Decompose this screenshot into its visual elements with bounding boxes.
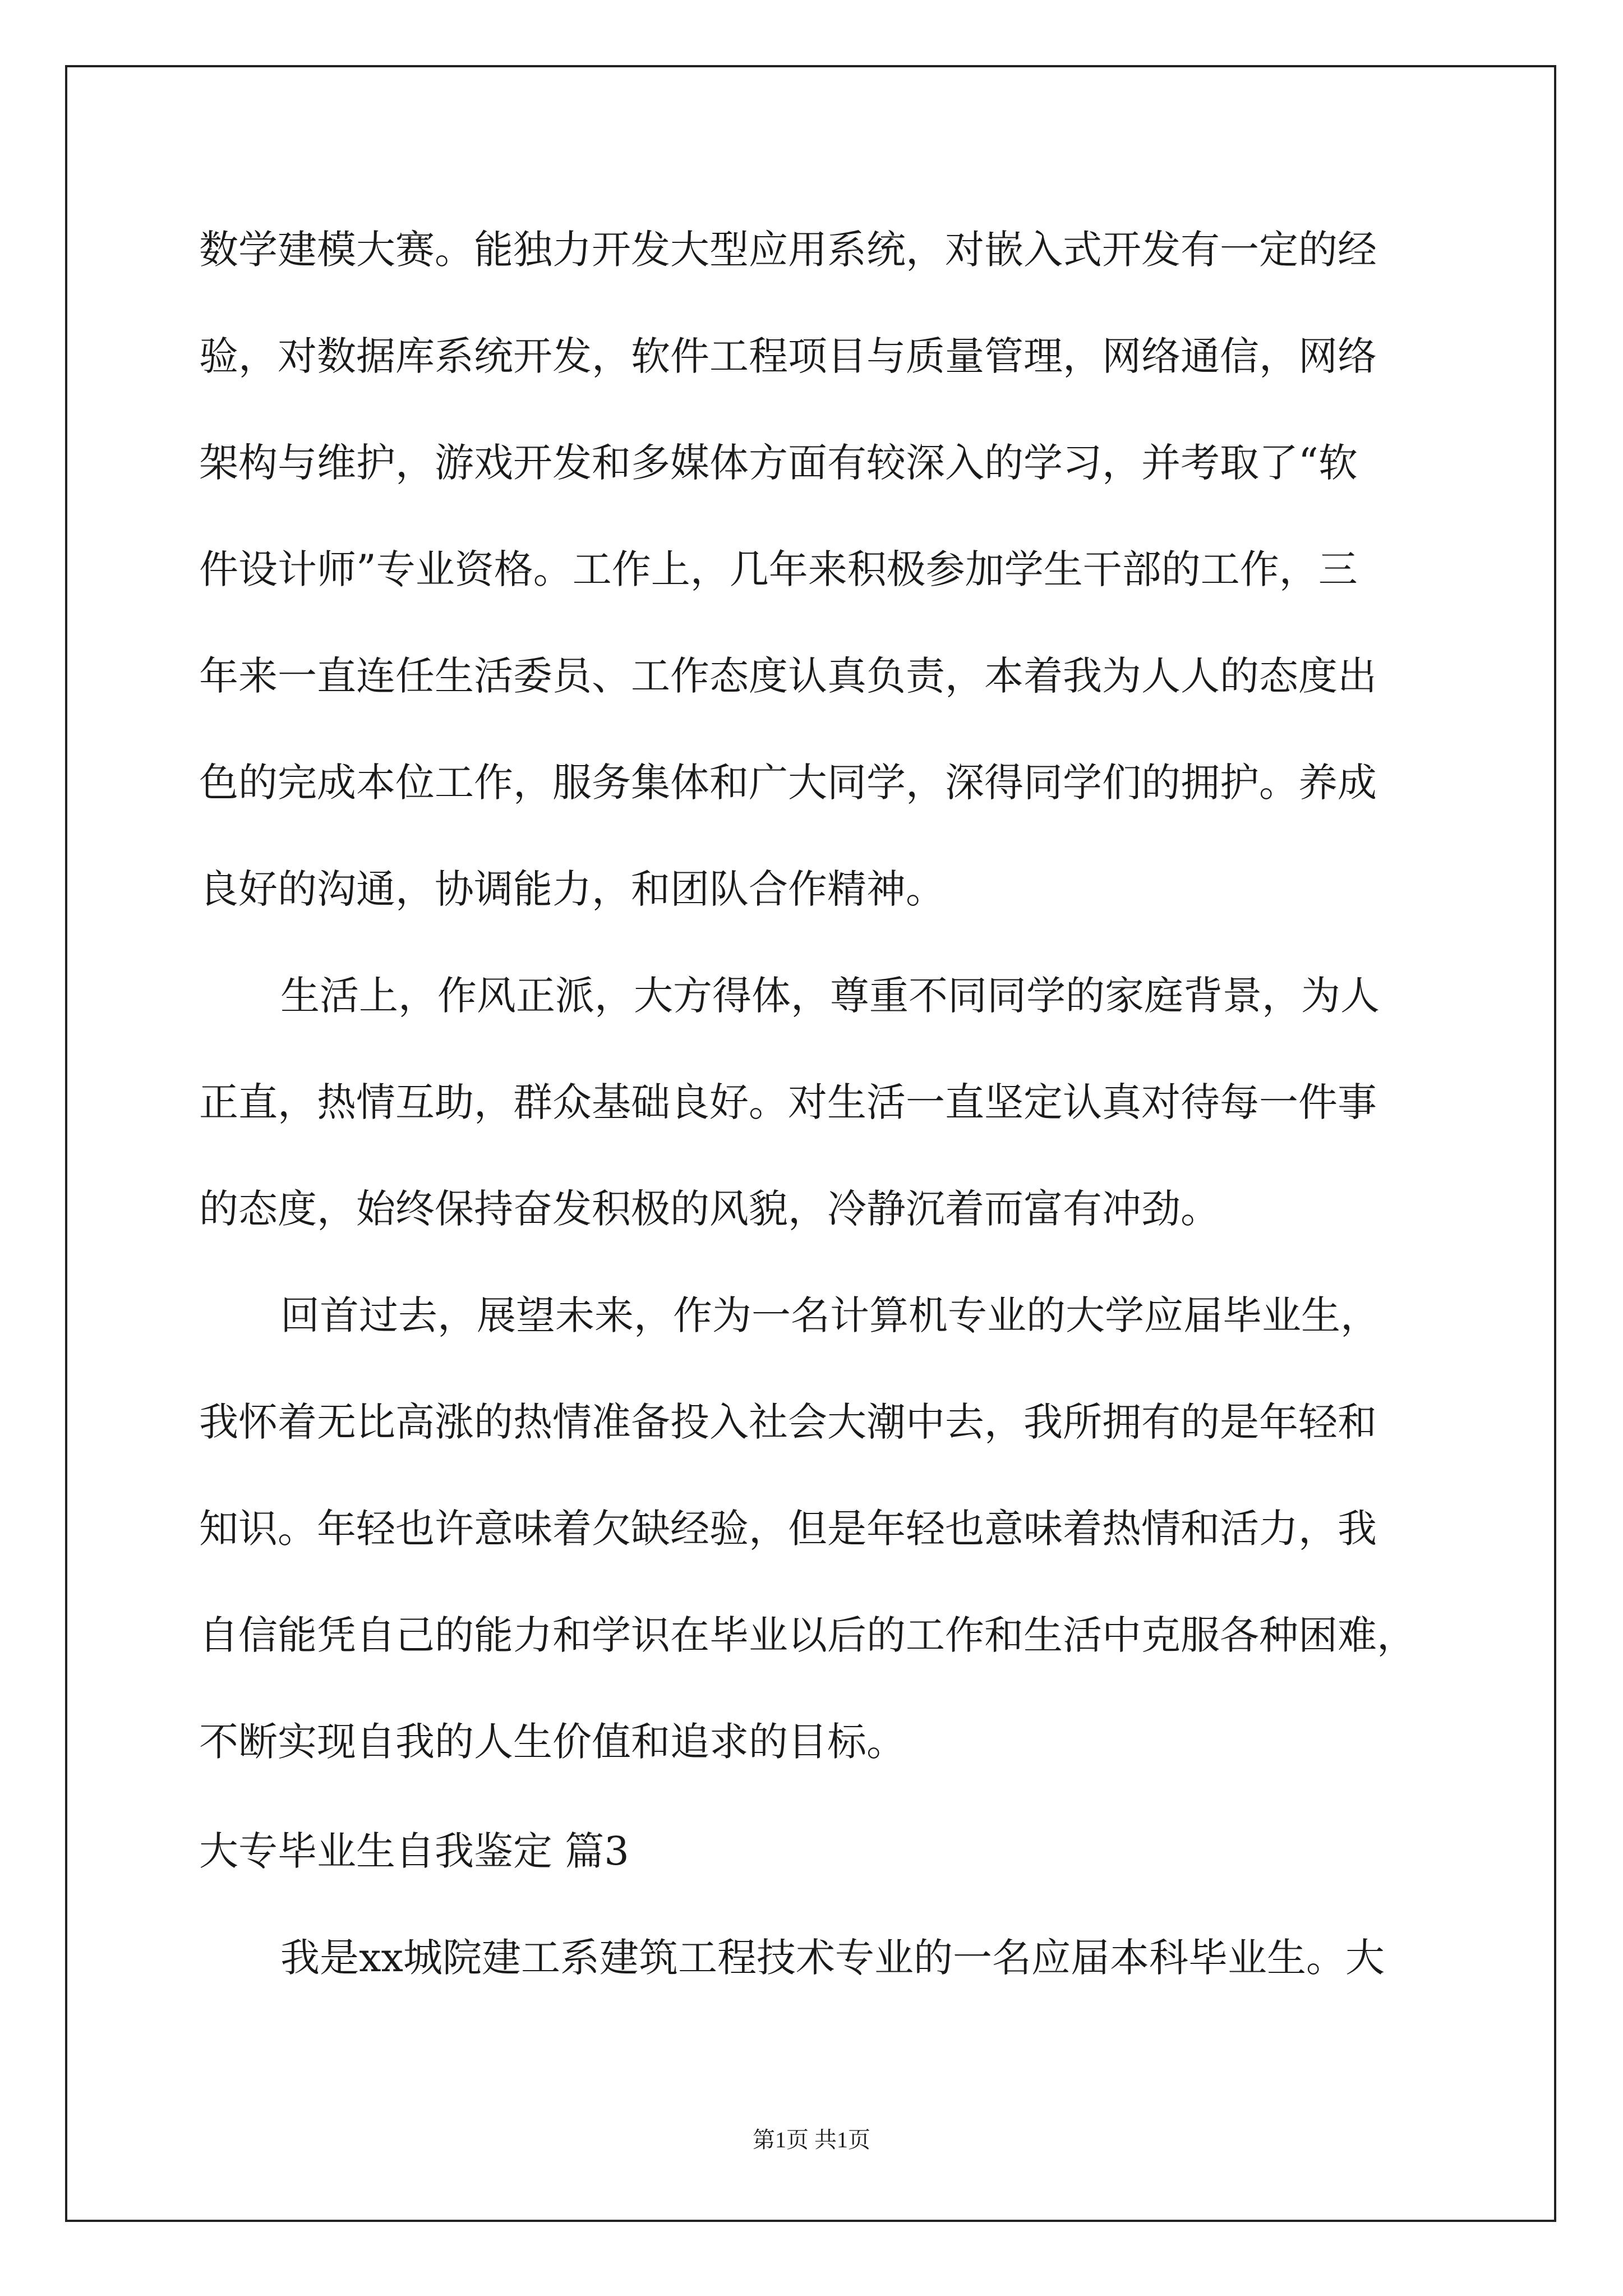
page-footer: 第1页 共1页 [753,2127,870,2152]
text-line: 的态度，始终保持奋发积极的风貌，冷静沉着而富有冲劲。 [199,1186,1220,1232]
text-line: 良好的沟通，协调能力，和团队合作精神。 [199,866,945,912]
text-line: 自信能凭自己的能力和学识在毕业以后的工作和生活中克服各种困难， [199,1612,1416,1658]
text-line: 不断实现自我的人生价值和追求的目标。 [199,1719,906,1765]
text-line: 色的完成本位工作，服务集体和广大同学，深得同学们的拥护。养成 [199,760,1377,806]
text-line: 正直，热情互助，群众基础良好。对生活一直坚定认真对待每一件事 [199,1079,1377,1125]
text-line: 我怀着无比高涨的热情准备投入社会大潮中去，我所拥有的是年轻和 [199,1399,1377,1445]
text-line: 架构与维护，游戏开发和多媒体方面有较深入的学习，并考取了“软 [199,440,1358,486]
text-line: 我是xx城院建工系建筑工程技术专业的一名应届本科毕业生。大 [280,1935,1385,1981]
section-heading: 大专毕业生自我鉴定 篇3 [199,1828,629,1874]
page-border [65,65,1556,2222]
text-line: 数学建模大赛。能独力开发大型应用系统，对嵌入式开发有一定的经 [199,227,1377,273]
text-line: 年来一直连任生活委员、工作态度认真负责，本着我为人人的态度出 [199,653,1377,699]
text-line: 件设计师”专业资格。工作上，几年来积极参加学生干部的工作，三 [199,546,1358,592]
text-line: 生活上，作风正派，大方得体，尊重不同同学的家庭背景，为人 [280,973,1380,1019]
text-line: 回首过去，展望未来，作为一名计算机专业的大学应届毕业生， [280,1292,1380,1338]
text-line: 知识。年轻也许意味着欠缺经验，但是年轻也意味着热情和活力，我 [199,1506,1377,1552]
text-line: 验，对数据库系统开发，软件工程项目与质量管理，网络通信，网络 [199,333,1377,379]
